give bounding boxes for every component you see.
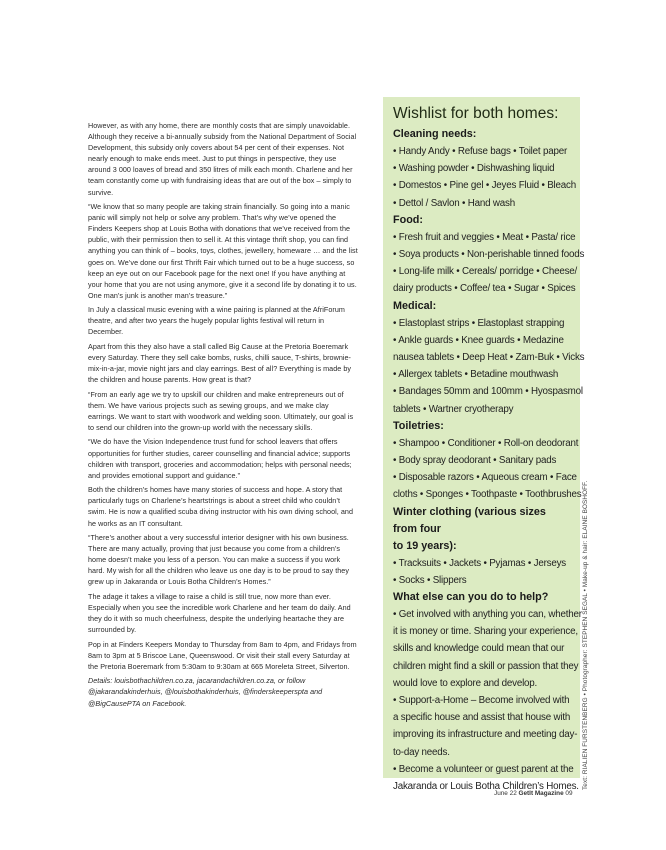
article-paragraph: In July a classical music evening with a wine pairing is planned at the AfriForum theatre, and after two years the hugely popular lights festival will return in December.: [88, 305, 345, 337]
article-body: [88, 120, 358, 712]
section-heading-help: What else can you do to help?: [393, 591, 549, 604]
wishlist-line: • Long-life milk • Cereals/ porridge • Cheese/: [393, 266, 578, 278]
section-heading-winter-clothing: Winter clothing (various sizes from four: [393, 505, 546, 535]
article-paragraph: “We do have the Vision Independence trust fund for school leavers that offers opportunities for further studies, career counselling and financial advice; supports children with transport, groceries and accommodation; helps with personal needs; and provides emotional support and guidance.”: [88, 437, 352, 480]
wishlist-title: Wishlist for both homes:: [393, 105, 559, 122]
wishlist-line: • Elastoplast strips • Elastoplast strapping: [393, 317, 565, 329]
wishlist-line: • Become a volunteer or guest parent at the: [393, 763, 574, 775]
wishlist-line: cloths • Sponges • Toothpaste • Toothbrushes: [393, 489, 582, 501]
section-heading-toiletries: Toiletries:: [393, 419, 444, 432]
article-paragraph: However, as with any home, there are monthly costs that are simply unavoidable. Although they receive a bi-annually subsidy from the National Department of Social Development, this subsidy only covers about 54 per cent of their expenses. Not nearly enough to make ends meet. Just to put things in perspective, they use around 3 000 loaves of bread and 350 litres of milk each month. Charlene and her team constantly come up with fundraising ideas that are out of the box – simply to survive.: [88, 121, 357, 197]
article-paragraph: “We know that so many people are taking strain financially. So going into a manic panic will simply not help or solve any problem. That’s why we’ve opened the Finders Keepers shop at Louis Botha with donations that we’ve received from the public, with their permission then to sell it. At this vintage thrift shop, you can find anything you can think of – books, toys, clothes, jewellery, homeware … and the list goes on. We’ve done our first Thrift Fair which turned out to be a huge success, so keep an eye out on our Facebook page for the next one! If you have anything at your home that you are not using anymore, give it a second life by donating it to us. One man’s junk is another man’s treasure.”: [88, 202, 358, 300]
wishlist-line: would love to explore and develop.: [393, 677, 538, 689]
wishlist-line: • Ankle guards • Knee guards • Medazine: [393, 334, 564, 346]
wishlist-line: tablets • Wartner cryotherapy: [393, 403, 514, 415]
wishlist-line: • Washing powder • Dishwashing liquid: [393, 163, 555, 175]
article-paragraph: Pop in at Finders Keepers Monday to Thursday from 8am to 4pm, and Fridays from 8am to 3pm at 5 Briscoe Lane, Queenswood. Or visit their stall every Saturday at the Pretoria Boeremark from 5:30am to 9:30am at 665 Moreleta Street, Silverton.: [88, 639, 357, 671]
wishlist-line: a specific house and assist that house with: [393, 712, 571, 724]
wishlist-sidebar: [383, 97, 585, 793]
photo-credits: Text: RIALIEN FURSTENBERG • Photographer: STEPHEN SEGAL • Make-up & hair: ELAINE BOSHOFF.: [582, 480, 589, 790]
wishlist-line: • Get involved with anything you can, whether: [393, 609, 582, 621]
wishlist-line: • Dettol / Savlon • Hand wash: [393, 197, 515, 209]
wishlist-line: • Tracksuits • Jackets • Pyjamas • Jerseys: [393, 557, 567, 569]
footer-page-number: 09: [565, 790, 573, 797]
wishlist-line: • Shampoo • Conditioner • Roll-on deodorant: [393, 437, 579, 449]
article-paragraph: The adage it takes a village to raise a child is still true, now more than ever. Especially when you see the incredible work Charlene and her team do daily. And they do it with so much cheerfulness, despite the underlying heartache they are surrounded by.: [88, 591, 351, 635]
wishlist-line: • Body spray deodorant • Sanitary pads: [393, 455, 557, 467]
article-paragraph: “There’s another about a very successful interior designer with his own business. There are many actually, proving that just because you come from a children’s home doesn’t make you less of a person. You can make a success if you work hard. My wish for all the children who leave us one day is to be proud to say they grew up in Jakaranda or Louis Botha Children’s Homes.”: [88, 533, 349, 587]
article-details: Details: louisbothachildren.co.za, jacarandachildren.co.za, or follow @jakarandakinderhuis, @louisbothakinderhuis, @finderskeeperspta and @BigCausePTA on Facebook.: [88, 676, 323, 708]
wishlist-line: dairy products • Coffee/ tea • Sugar • Spices: [393, 283, 576, 295]
wishlist-line: Jakaranda or Louis Botha Children’s Homes.: [393, 781, 579, 793]
section-heading-food: Food:: [393, 213, 423, 226]
section-heading-medical: Medical:: [393, 299, 437, 312]
wishlist-line: • Soya products • Non-perishable tinned foods: [393, 249, 585, 261]
wishlist-line: improving its infrastructure and meeting day-: [393, 729, 578, 741]
wishlist-line: it is money or time. Sharing your experience,: [393, 626, 578, 638]
wishlist-line: • Socks • Slippers: [393, 574, 467, 586]
wishlist-line: • Allergex tablets • Betadine mouthwash: [393, 369, 559, 381]
wishlist-line: to-day needs.: [393, 746, 450, 758]
article-paragraph: “From an early age we try to upskill our children and make entrepreneurs out of them. We have various projects such as sewing groups, and we make clay earrings. We want to start with woodwork and welding soon. Ultimately, our goal is to send our children into the grown-up world with the necessary skills.: [88, 389, 354, 432]
article-paragraph: Both the children’s homes have many stories of success and hope. A story that particularly tugs on Charlene’s heartstrings is about a street child who couldn’t swim. He is now a qualified scuba diving instructor with his own diving school, and he works as an IT consultant.: [88, 485, 354, 528]
wishlist-line: • Bandages 50mm and 100mm • Hyospasmol: [393, 386, 583, 398]
wishlist-line: • Handy Andy • Refuse bags • Toilet paper: [393, 146, 568, 157]
wishlist-line: • Fresh fruit and veggies • Meat • Pasta/ rice: [393, 231, 576, 243]
wishlist-line: • Domestos • Pine gel • Jeyes Fluid • Bleach: [393, 180, 576, 192]
article-paragraph: Apart from this they also have a stall called Big Cause at the Pretoria Boeremark every Saturday. There they sell cake bombs, rusks, chilli sauce, T-shirts, brownie-mix-in-a-jar, movie night jars and clay earrings. Best of all? Everything is made by the children and house parents. How great is that?: [88, 341, 352, 385]
footer-magazine: GetIt Magazine: [518, 790, 564, 797]
section-heading-winter-clothing-cont: to 19 years):: [393, 539, 457, 552]
footer-issue: June 22: [494, 790, 517, 797]
wishlist-line: • Support-a-Home – Become involved with: [393, 695, 570, 707]
page-footer: [494, 790, 573, 797]
wishlist-line: • Disposable razors • Aqueous cream • Face: [393, 472, 577, 484]
section-heading-cleaning: Cleaning needs:: [393, 128, 477, 140]
wishlist-line: children might find a skill or passion that they: [393, 660, 579, 672]
wishlist-line: nausea tablets • Deep Heat • Zam-Buk • Vicks: [393, 352, 585, 364]
wishlist-line: skills and knowledge could mean that our: [393, 643, 565, 655]
